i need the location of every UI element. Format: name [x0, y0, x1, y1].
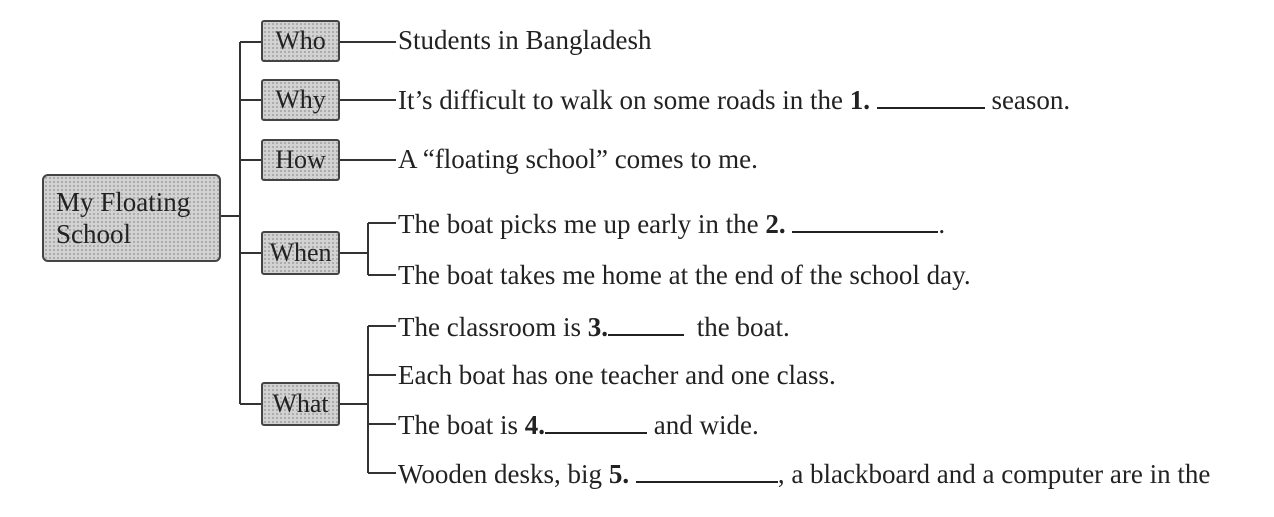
what-item-1-post: the boat.	[689, 312, 790, 342]
who-text: Students in Bangladesh	[398, 25, 652, 55]
blank-3	[608, 310, 684, 336]
when-item-1-post: .	[938, 209, 946, 239]
what-node	[261, 382, 340, 426]
root-label-line2: School	[56, 219, 132, 249]
blank-5	[636, 457, 778, 483]
blank-1	[877, 83, 985, 109]
what-item-3-post: and wide.	[646, 410, 759, 440]
blank-5-number: 5.	[608, 459, 630, 489]
when-item-2: The boat takes me home at the end of the school day.	[398, 260, 971, 290]
what-item-3	[398, 408, 759, 441]
how-text: A “floating school” comes to me.	[398, 144, 758, 174]
when-label: When	[269, 238, 332, 267]
why-text	[398, 83, 1070, 116]
what-item-1-pre: The classroom is	[398, 312, 588, 342]
when-item-1	[398, 207, 945, 240]
blank-2	[792, 207, 938, 233]
why-label: Why	[275, 85, 326, 114]
root-label-line1: My Floating	[56, 187, 191, 217]
blank-4	[545, 408, 647, 434]
blank-3-number: 3.	[587, 312, 608, 342]
who-node	[261, 20, 340, 62]
how-node	[261, 139, 340, 181]
what-item-4-pre: Wooden desks, big	[398, 459, 609, 489]
blank-2-number: 2.	[765, 209, 786, 239]
when-item-1-pre: The boat picks me up early in the	[398, 209, 766, 239]
what-item-4	[398, 457, 1210, 490]
what-item-3-pre: The boat is	[398, 410, 525, 440]
why-text-post: season.	[984, 85, 1071, 115]
blank-1-number: 1.	[849, 85, 870, 115]
what-item-4-post: , a blackboard and a computer are in the	[777, 459, 1211, 489]
who-label: Who	[275, 26, 326, 55]
blank-4-number: 4.	[524, 410, 545, 440]
what-item-2: Each boat has one teacher and one class.	[398, 360, 836, 390]
why-node	[261, 79, 340, 121]
what-label: What	[272, 389, 329, 418]
how-label: How	[275, 145, 326, 174]
why-text-pre: It’s difficult to walk on some roads in the	[398, 85, 850, 115]
what-item-1	[398, 310, 790, 343]
root-node-my-floating-school	[42, 174, 221, 262]
when-node	[261, 231, 340, 275]
